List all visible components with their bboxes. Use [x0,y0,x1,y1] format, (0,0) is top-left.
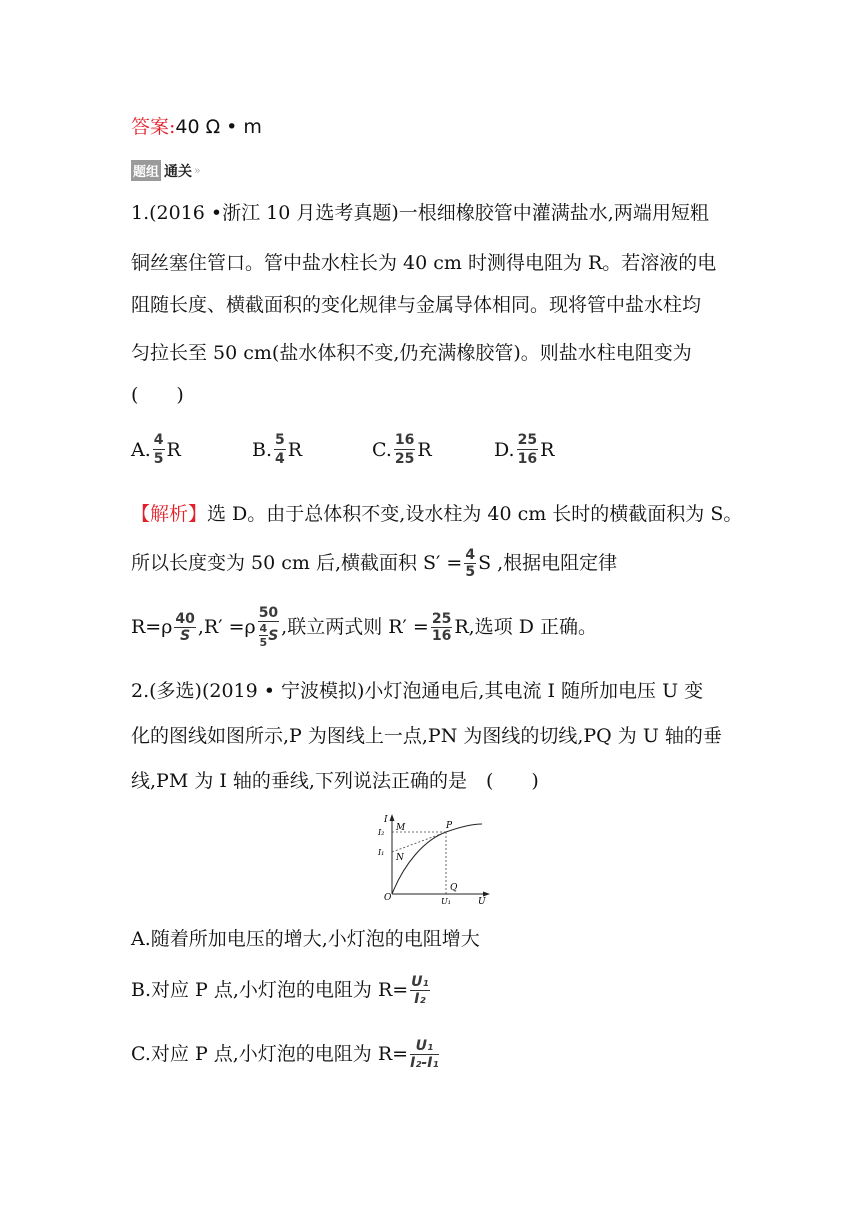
fraction [274,432,286,467]
numerator: U₁ [411,974,429,990]
option-prefix: B. [252,438,273,461]
option-suffix: R [417,438,432,461]
label-q: Q [450,883,458,893]
numerator: 4 [465,547,476,563]
numerator: 40 [175,610,195,627]
u-axis-arrow-icon [483,892,490,897]
numerator: 25 [431,610,452,627]
pn-tangent-line [392,832,446,852]
denominator: 25 [394,451,415,467]
iu-curve-figure [372,812,494,904]
analysis-text-3b: ,R′ =ρ [197,615,256,638]
denominator: I₂ [414,991,426,1007]
numerator: 50 [258,605,279,621]
denominator [258,622,279,648]
label-o: O [384,893,392,903]
analysis-text-1: 选 D。由于总体积不变,设水柱为 40 cm 长时的横截面积为 S。 [207,503,743,525]
fraction [431,612,452,643]
badge-text-2: 通关 [164,163,193,180]
option-text: B.对应 P 点,小灯泡的电阻为 R= [131,979,409,1001]
label-m: M [396,823,406,833]
badge-text-1: 题组 [131,160,161,181]
fraction [464,548,476,579]
badge-arrow-icon: » [194,164,201,177]
q2-line-2: 化的图线如图所示,P 为图线上一点,PN 为图线的切线,PQ 为 U 轴的垂 [131,725,722,747]
analysis-text-2b: S ,根据电阻定律 [478,552,618,574]
fraction [410,975,430,1006]
fraction [153,432,165,467]
q1-line-5: ( ) [131,384,184,406]
numerator: U₁ [410,1039,439,1055]
q2-option-b [131,975,432,1006]
denominator: 5 [259,636,268,649]
label-i2: I₂ [378,828,385,837]
option-prefix: D. [494,438,515,461]
denominator-var: S [268,627,279,644]
option-suffix: R [287,438,303,461]
numerator: 16 [394,432,415,448]
numerator: 25 [517,432,538,448]
option-suffix: R [166,438,181,461]
analysis-text-2a: 所以长度变为 50 cm 后,横截面积 S′ = [131,552,463,574]
denominator [174,628,195,643]
fraction-nested [258,606,279,648]
answer-value: 40 Ω • m [175,116,262,138]
answer-label: 答案: [131,116,176,138]
i-axis-arrow-icon [390,814,395,821]
section-badge [131,160,201,181]
q2-line-3: 线,PM 为 I 轴的垂线,下列说法正确的是 ( ) [131,770,539,792]
q1-line-4: 匀拉长至 50 cm(盐水体积不变,仍充满橡胶管)。则盐水柱电阻变为 [131,342,692,364]
label-u: U [478,897,486,904]
answer-line [131,118,262,137]
label-p: P [446,821,453,831]
numerator: 4 [259,622,268,635]
q1-option-d [494,432,554,467]
option-suffix: R [540,438,555,461]
q2-line-1: 2.(多选)(2019 • 宁波模拟)小灯泡通电后,其电流 I 随所加电压 U 变 [131,680,704,702]
analysis-line-1 [131,505,742,524]
q1-option-c [372,432,432,467]
q2-option-c [131,1039,441,1070]
numerator: 4 [153,432,164,448]
q1-option-b [252,432,302,467]
denominator-var: S [180,627,191,644]
label-n: N [396,853,404,863]
label-i1: I₁ [378,848,385,857]
denominator: I₂-I₁ [410,1055,439,1071]
q2-option-a: A.随着所加电压的增大,小灯泡的电阻增大 [131,928,480,950]
analysis-text-3a: R=ρ [131,615,173,638]
inner-fraction [259,623,269,648]
q1-line-3: 阻随长度、横截面积的变化规律与金属导体相同。现将管中盐水柱均 [131,294,702,316]
denominator: 5 [153,451,164,467]
denominator: 16 [431,627,452,644]
option-prefix: C. [372,438,392,461]
label-i: I [384,815,388,825]
analysis-tag: 【解析】 [131,503,208,525]
denominator: 5 [465,564,476,580]
option-text: C.对应 P 点,小灯泡的电阻为 R= [131,1043,409,1065]
numerator: 5 [275,432,285,448]
fraction [517,432,538,467]
fraction [394,432,415,467]
analysis-text-3d: R,选项 D 正确。 [454,615,597,638]
analysis-line-2 [131,548,617,579]
denominator: 4 [275,451,285,467]
option-prefix: A. [131,438,151,461]
fraction [410,1039,439,1070]
analysis-line-3 [131,606,597,648]
q1-line-1: 1.(2016 •浙江 10 月选考真题)一根细橡胶管中灌满盐水,两端用短粗 [131,202,709,224]
analysis-text-3c: ,联立两式则 R′ = [281,615,429,638]
label-u1: U₁ [441,897,451,904]
q1-option-a [131,432,181,467]
denominator: 16 [517,451,538,467]
iu-curve [392,824,482,894]
fraction [174,612,195,643]
q1-line-2: 铜丝塞住管口。管中盐水柱长为 40 cm 时测得电阻为 R。若溶液的电 [131,252,717,274]
